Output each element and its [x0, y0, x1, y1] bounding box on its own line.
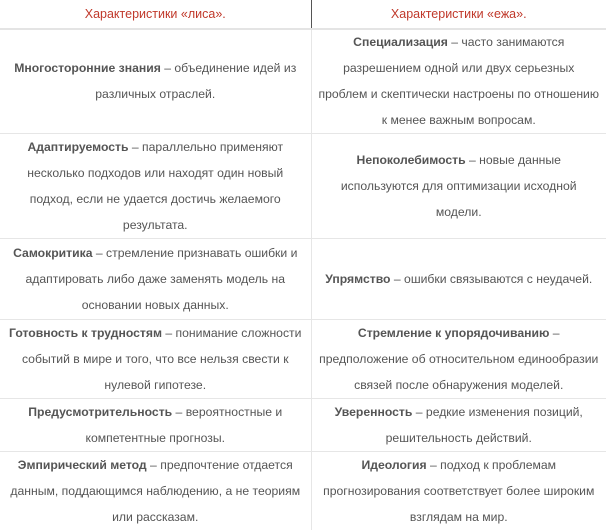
- header-divider: [0, 28, 606, 30]
- fox-trait-term: Адаптируемость: [27, 140, 128, 154]
- hedgehog-trait-term: Непоколебимость: [357, 153, 466, 167]
- table-row: [0, 239, 606, 320]
- header-row: [0, 0, 606, 29]
- table-row: [0, 452, 606, 530]
- table-row: [0, 320, 606, 399]
- fox-trait-term: Готовность к трудностям: [9, 326, 162, 340]
- hedgehog-trait-desc: – предположение об относительном единообразии связей после обнаружения моделей.: [319, 326, 598, 392]
- hedgehog-trait-term: Уверенность: [335, 405, 413, 419]
- fox-trait-cell: [0, 320, 311, 399]
- fox-trait-desc: – объединение идей из различных отраслей.: [95, 61, 296, 101]
- table-row: [0, 399, 606, 452]
- hedgehog-trait-term: Специализация: [353, 35, 448, 49]
- hedgehog-column-header: Характеристики «ежа».: [311, 0, 606, 29]
- hedgehog-trait-desc: – новые данные используются для оптимизации исходной модели.: [341, 153, 577, 219]
- fox-trait-term: Предусмотрительность: [28, 405, 172, 419]
- fox-trait-desc: – параллельно применяют несколько подходов или находят один новый подход, если не удается достичь желаемого результата.: [27, 140, 283, 232]
- fox-trait-term: Эмпирический метод: [18, 458, 147, 472]
- fox-trait-desc: – вероятностные и компетентные прогнозы.: [86, 405, 283, 445]
- fox-trait-desc: – понимание сложности событий в мире и того, что все нельзя свести к нулевой гипотезе.: [22, 326, 302, 392]
- fox-trait-cell: [0, 239, 311, 320]
- hedgehog-trait-term: Идеология: [361, 458, 426, 472]
- table-row: [0, 134, 606, 239]
- fox-trait-cell: [0, 29, 311, 134]
- hedgehog-trait-desc: – ошибки связываются с неудачей.: [390, 272, 592, 286]
- hedgehog-trait-cell: [311, 239, 606, 320]
- fox-trait-term: Многосторонние знания: [14, 61, 161, 75]
- fox-trait-cell: [0, 452, 311, 530]
- fox-column-header: Характеристики «лиса».: [0, 0, 311, 29]
- hedgehog-trait-term: Упрямство: [325, 272, 390, 286]
- fox-trait-term: Самокритика: [13, 246, 92, 260]
- hedgehog-trait-desc: – подход к проблемам прогнозирования соответствует более широким взглядам на мир.: [323, 458, 594, 524]
- hedgehog-trait-cell: [311, 29, 606, 134]
- hedgehog-trait-term: Стремление к упорядочиванию: [358, 326, 550, 340]
- hedgehog-trait-desc: – часто занимаются разрешением одной или двух серьезных проблем и скептически настроены по отношению к менее важным вопросам.: [318, 35, 599, 127]
- hedgehog-trait-cell: [311, 134, 606, 239]
- fox-trait-desc: – стремление признавать ошибки и адаптировать либо даже заменять модель на основании новых данных.: [25, 246, 297, 312]
- fox-trait-cell: [0, 134, 311, 239]
- fox-trait-cell: [0, 399, 311, 452]
- hedgehog-trait-desc: – редкие изменения позиций, решительность действий.: [386, 405, 583, 445]
- hedgehog-trait-cell: [311, 399, 606, 452]
- table-row: [0, 29, 606, 134]
- hedgehog-trait-cell: [311, 452, 606, 530]
- hedgehog-trait-cell: [311, 320, 606, 399]
- fox-trait-desc: – предпочтение отдается данным, поддающимся наблюдению, а не теориям или рассказам.: [10, 458, 300, 524]
